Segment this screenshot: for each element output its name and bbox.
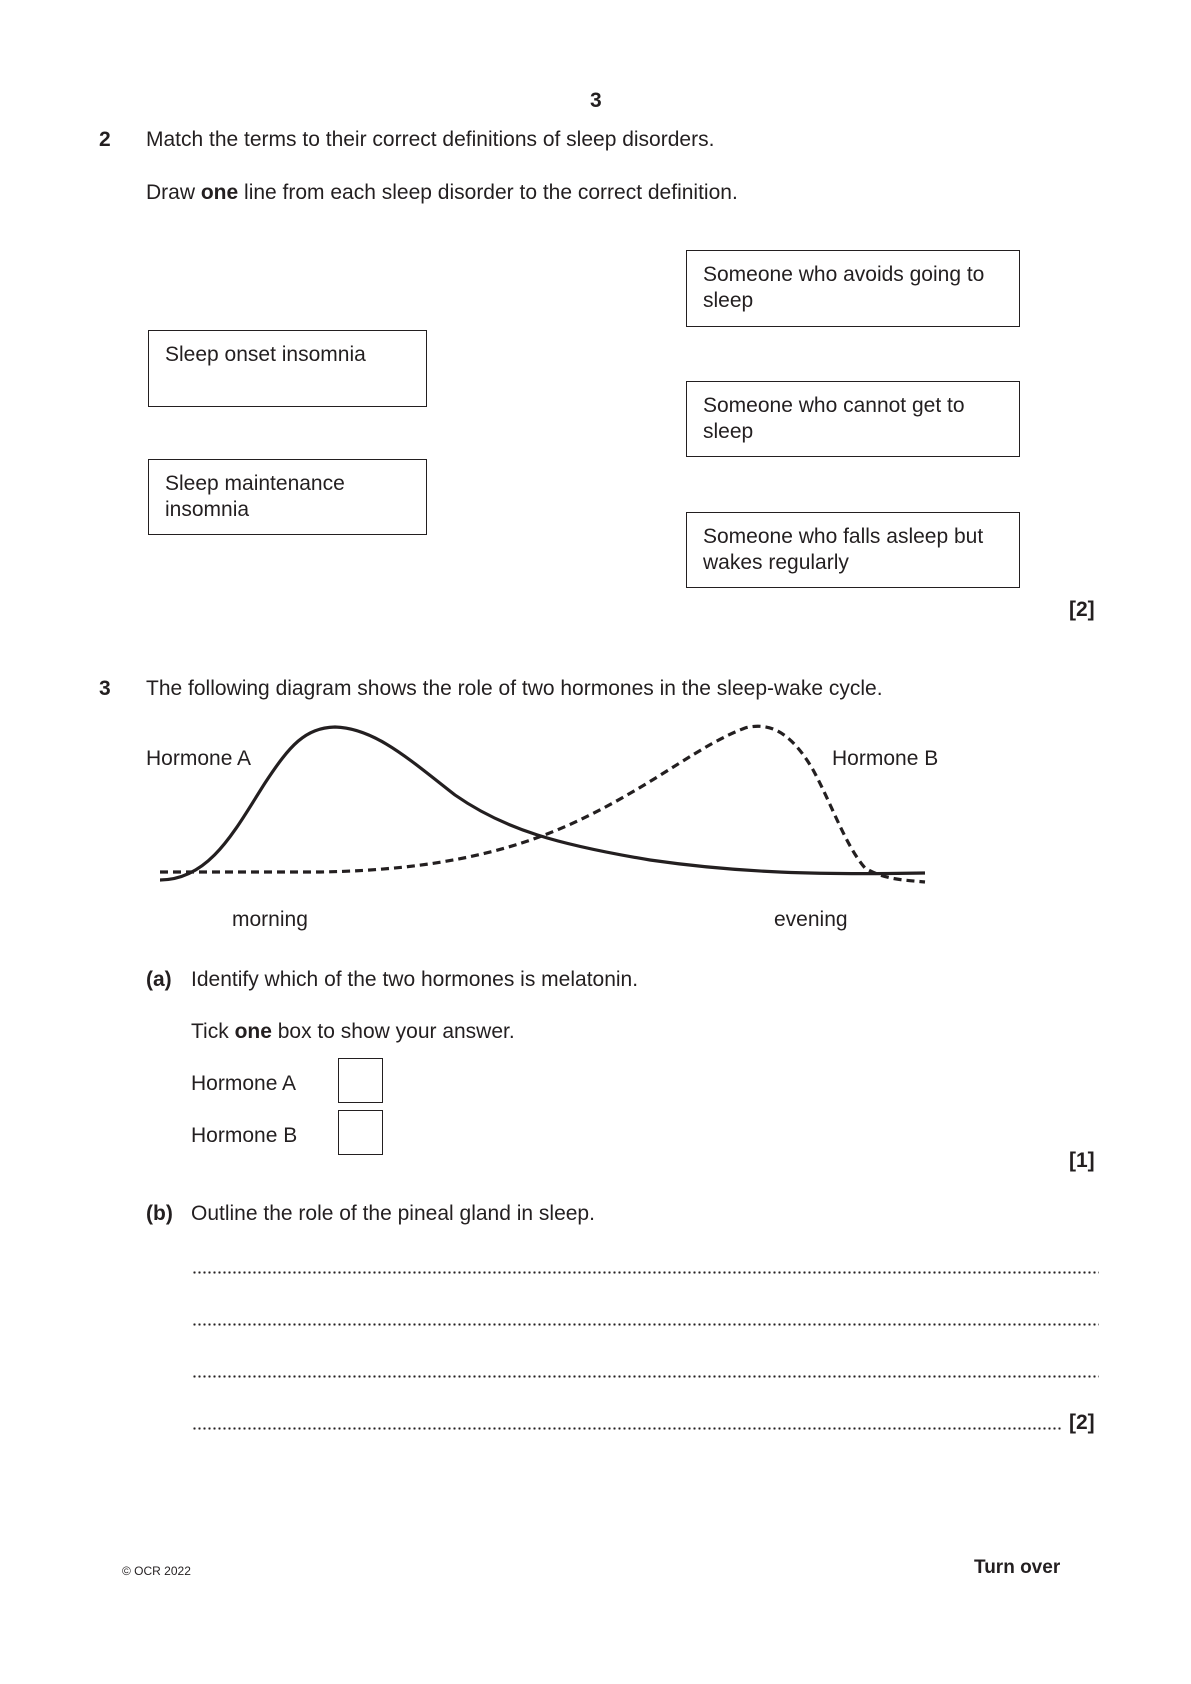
tick-text-end: box to show your answer. xyxy=(271,1020,515,1043)
hormone-a-label: Hormone A xyxy=(146,747,252,770)
option-hormone-b-label: Hormone B xyxy=(191,1124,298,1147)
part-b-stem: Outline the role of the pineal gland in sleep. xyxy=(191,1202,595,1225)
answer-line[interactable] xyxy=(192,1375,1099,1378)
answer-line[interactable] xyxy=(192,1271,1099,1274)
instruction-emphasis: one xyxy=(200,181,239,204)
page-number: 3 xyxy=(590,89,602,112)
question-3-stem: The following diagram shows the role of two hormones in the sleep-wake cycle. xyxy=(146,677,883,700)
part-a-marks: [1] xyxy=(1069,1149,1095,1172)
definition-label: Someone who falls asleep but wakes regularly xyxy=(703,525,984,574)
definition-label: Someone who cannot get to sleep xyxy=(703,394,965,443)
part-a-instruction xyxy=(191,1019,515,1045)
morning-label: morning xyxy=(232,908,308,931)
tick-text-start: Tick xyxy=(191,1020,235,1043)
part-b-marks: [2] xyxy=(1069,1411,1095,1434)
instruction-text-start: Draw xyxy=(146,181,201,204)
turn-over-footer: Turn over xyxy=(974,1557,1061,1578)
hormone-b-label: Hormone B xyxy=(832,747,939,770)
part-a-label: (a) xyxy=(146,968,172,991)
answer-line[interactable] xyxy=(192,1427,1062,1430)
part-b-label: (b) xyxy=(146,1202,173,1225)
term-label: Sleep maintenance insomnia xyxy=(165,472,345,521)
option-hormone-a-label: Hormone A xyxy=(191,1072,297,1095)
evening-label: evening xyxy=(774,908,848,931)
question-3-number: 3 xyxy=(99,677,111,700)
question-2-number: 2 xyxy=(99,128,111,151)
tick-box-hormone-a[interactable] xyxy=(338,1058,383,1103)
hormone-b-curve xyxy=(160,726,925,882)
question-2-stem: Match the terms to their correct definitions of sleep disorders. xyxy=(146,128,715,151)
instruction-text-end: line from each sleep disorder to the correct definition. xyxy=(238,181,738,204)
term-label: Sleep onset insomnia xyxy=(165,343,366,366)
question-2-marks: [2] xyxy=(1069,598,1095,621)
tick-emphasis: one xyxy=(234,1020,272,1043)
part-a-stem: Identify which of the two hormones is melatonin. xyxy=(191,968,639,991)
hormone-a-curve xyxy=(160,727,925,880)
answer-line[interactable] xyxy=(192,1323,1099,1326)
copyright-footer: © OCR 2022 xyxy=(122,1564,191,1578)
tick-box-hormone-b[interactable] xyxy=(338,1110,383,1155)
definition-label: Someone who avoids going to sleep xyxy=(703,263,985,312)
